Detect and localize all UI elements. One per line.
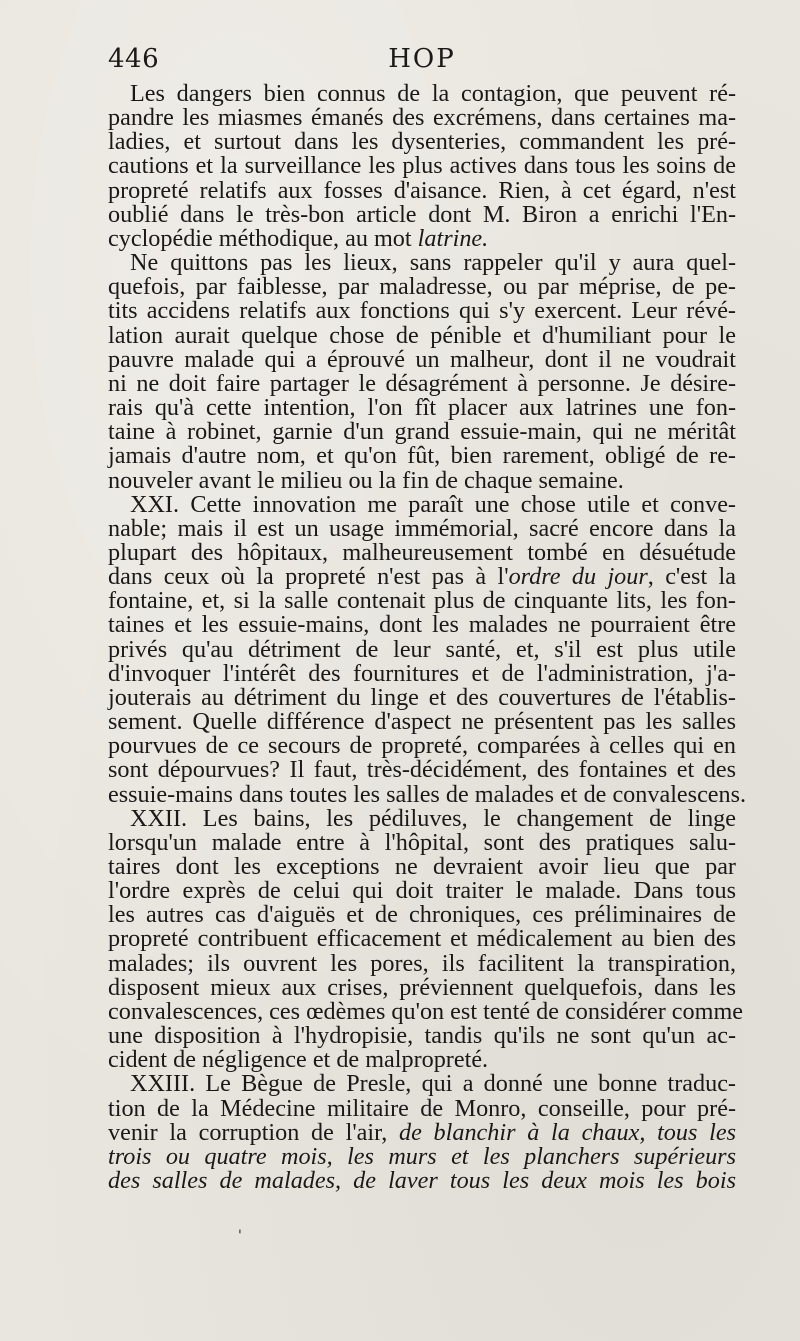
text-line: pandre les miasmes émanés des excrémens, dans certaines ma- [108,104,736,132]
text-line: quefois, par faiblesse, par maladresse, ou par méprise, de pe- [108,273,736,301]
text-line: cautions et la surveillance les plus actives dans tous les soins de [108,152,736,180]
text-line: pourvues de ce secours de propreté, comparées à celles qui en [108,732,736,760]
text-line: lorsqu'un malade entre à l'hôpital, sont des pratiques salu- [108,828,736,856]
text-line: Ne quittons pas les lieux, sans rappeler qu'il y aura quel- [130,249,736,277]
text-line: nouveler avant le milieu ou la fin de chaque semaine. [108,466,624,494]
text-line: tits accidens relatifs aux fonctions qui s'y exercent. Leur révé- [108,297,736,325]
text-line: privés qu'au détriment de leur santé, et, s'il est plus utile [108,635,736,663]
italic-passage: des salles de malades [108,1167,336,1195]
text-line: plupart des hôpitaux, malheureusement tombé en désuétude [108,538,736,566]
text-line: taines et les essuie-mains, dont les malades ne pourraient être [108,611,736,639]
text-line: jouterais au détriment du linge et des couvertures de l'établis- [108,683,736,711]
italic-passage: trois ou quatre mois, les murs et les planchers supérieurs [108,1142,736,1170]
text-line: taires dont les exceptions ne devraient avoir lieu que par [108,853,736,880]
text-line: sement. Quelle différence d'aspect ne présentent pas les salles [108,708,736,736]
text-line: propreté contribuent efficacement et médicalement au bien des [108,925,736,953]
text-line: nable; mais il est un usage immémorial, sacré encore dans la [108,514,736,542]
text-line: ni ne doit faire partager le désagrément à personne. Je désire- [108,369,736,397]
text-line: rais qu'à cette intention, l'on fît placer aux latrines une fon- [108,394,736,422]
text-line [108,565,736,589]
text-line: lation aurait quelque chose de pénible et d'humiliant pour le [108,321,736,349]
text-line: pauvre malade qui a éprouvé un malheur, dont il ne voudrait [108,345,736,373]
page-header [108,44,736,80]
text-line: cident de négligence et de malpropreté. [108,1046,489,1074]
italic-passage: , de laver tous les deux mois les bois [335,1167,736,1195]
text-line: XXI. Cette innovation me paraît une chose utile et conve- [130,490,736,518]
text-line: XXII. Les bains, les pédiluves, le changement de linge [130,804,736,832]
text-line: les autres cas d'aiguës et de chroniques, ces préliminaires de [108,901,736,929]
body-text [108,80,747,1195]
text-line: convalescences, ces œdèmes qu'on est tenté de considérer comme [108,997,743,1025]
text-line: sont dépourvues? Il faut, très-décidément, des fontaines et des [108,756,736,784]
text-line: propreté relatifs aux fosses d'aisance. Rien, à cet égard, n'est [108,176,736,204]
margin-mark: ' [238,1228,242,1244]
italic-term: latrine. [417,224,489,252]
text-segment: dans ceux où la propreté n'est pas à l' [108,563,509,591]
text-line: fontaine, et, si la salle contenait plus de cinquante lits, les fon- [108,587,736,615]
italic-passage: de blanchir à la chaux, tous les [399,1118,736,1146]
text-segment: venir la corruption de l'air, [108,1118,399,1146]
text-line [108,1142,736,1170]
text-line: malades; ils ouvrent les pores, ils facilitent la transpiration, [108,949,736,977]
italic-term: ordre du jour [508,563,648,591]
text-segment: cyclopédie méthodique, au mot [108,224,418,252]
text-line: Les dangers bien connus de la contagion, que peuvent ré- [130,80,736,107]
text-line: tion de la Médecine militaire de Monro, conseille, pour pré- [108,1094,736,1122]
text-line: une disposition à l'hydropisie, tandis qu'ils ne sont qu'un ac- [108,1022,736,1050]
running-head: HOP [388,44,456,74]
text-line: essuie-mains dans toutes les salles de malades et de convalescens. [108,780,747,808]
text-line: taine à robinet, garnie d'un grand essuie-main, qui ne méritât [108,418,736,446]
text-line [108,1118,736,1146]
text-line [108,224,736,252]
text-line: jamais d'autre nom, et qu'on fût, bien rarement, obligé de re- [108,442,736,470]
text-segment: , c'est la [647,563,736,591]
text-line: disposent mieux aux crises, préviennent quelquefois, dans les [108,973,736,1001]
text-line: ladies, et surtout dans les dysenteries, commandent les pré- [108,128,736,156]
text-line [108,1169,736,1193]
text-line: XXIII. Le Bègue de Presle, qui a donné une bonne traduc- [130,1070,736,1098]
text-line: l'ordre exprès de celui qui doit traiter le malade. Dans tous [108,877,736,905]
text-line: oublié dans le très-bon article dont M. Biron a enrichi l'En- [108,200,736,228]
page-number: 446 [108,44,160,74]
text-line: d'invoquer l'intérêt des fournitures et de l'administration, j'a- [108,659,736,687]
